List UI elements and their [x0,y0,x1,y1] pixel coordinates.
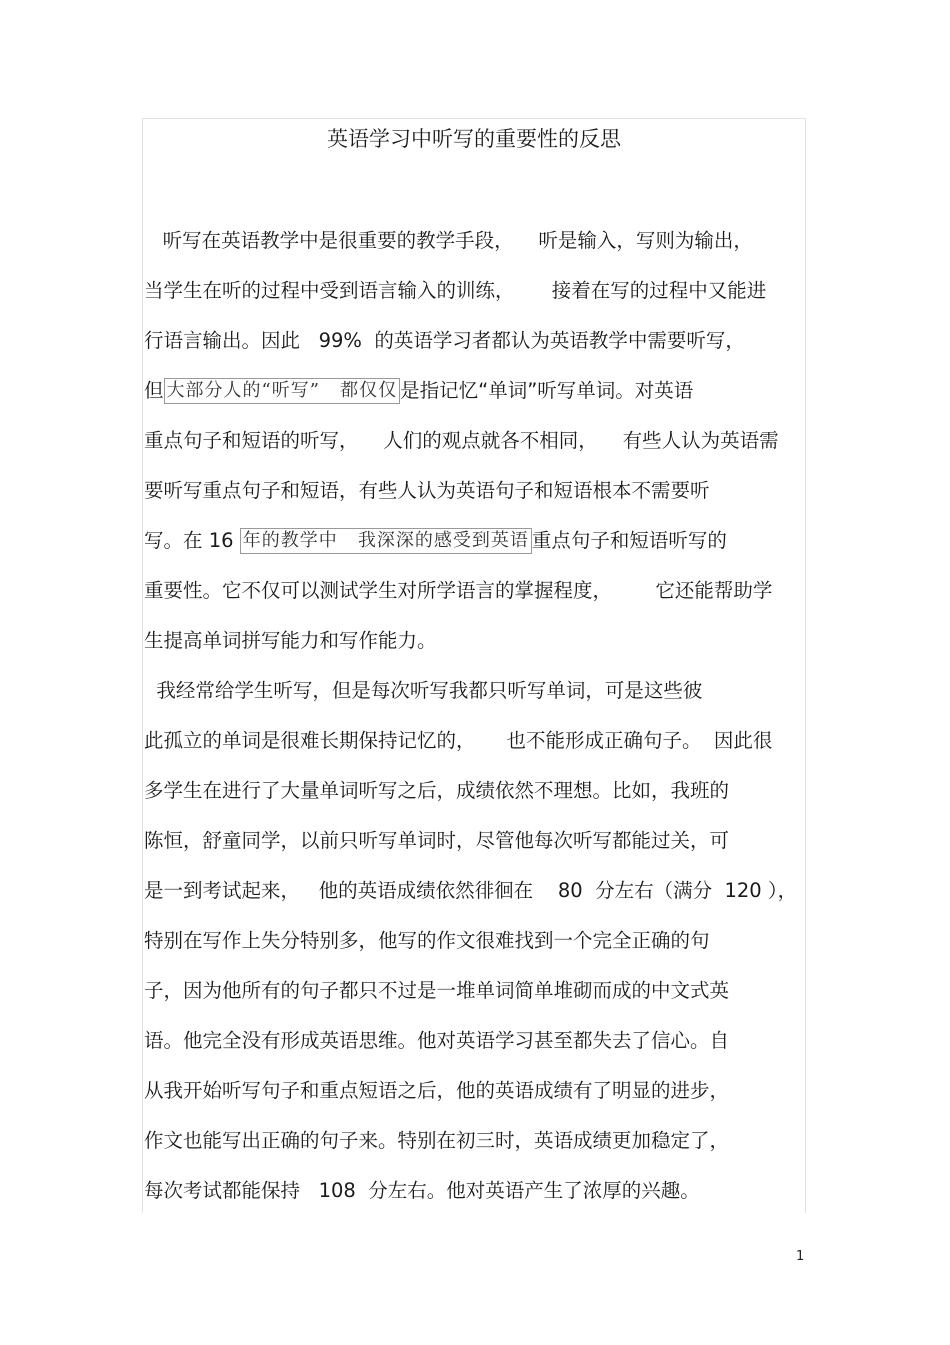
handwritten-insert: 大部分人的“听写” 都仅仅 [164,378,401,404]
body-line-text: 重点句子和短语听写的 [531,529,727,552]
body-line: 当学生在听的过程中受到语言输入的训练， 接着在写的过程中又能进 [144,279,767,302]
body-line: 重要性。它不仅可以测试学生对所学语言的掌握程度， 它还能帮助学 [144,579,773,602]
body-line [144,376,693,406]
body-line: 我经常给学生听写，但是每次听写我都只听写单词，可是这些彼 [144,679,703,702]
body-line: 从我开始听写句子和重点短语之后，他的英语成绩有了明显的进步， [144,1079,730,1102]
body-line: 陈恒，舒童同学，以前只听写单词时，尽管他每次听写都能过关，可 [144,829,730,852]
body-line: 特别在写作上失分特别多，他写的作文很难找到一个完全正确的句 [144,929,710,952]
body-line: 听写在英语教学中是很重要的教学手段， 听是输入，写则为输出， [144,229,753,252]
body-line: 语。他完全没有形成英语思维。他对英语学习甚至都失去了信心。自 [144,1029,730,1052]
body-line: 子，因为他所有的句子都只不过是一堆单词简单堆砌而成的中文式英 [144,979,730,1002]
body-line: 是一到考试起来， 他的英语成绩依然徘徊在 80 分左右（满分 120 ）， [144,879,798,902]
body-line [144,526,727,556]
body-line: 要听写重点句子和短语，有些人认为英语句子和短语根本不需要听 [144,479,710,502]
body-line-text: 但 [144,379,164,402]
body-line-text: 写。在 16 [144,529,240,552]
body-line: 此孤立的单词是很难长期保持记忆的， 也不能形成正确句子。 因此很 [144,729,773,752]
body-line: 多学生在进行了大量单词听写之后，成绩依然不理想。比如，我班的 [144,779,730,802]
body-line: 每次考试都能保持 108 分左右。他对英语产生了浓厚的兴趣。 [144,1179,700,1202]
document-title: 英语学习中听写的重要性的反思 [327,127,621,151]
body-line: 生提高单词拼写能力和写作能力。 [144,629,437,652]
body-line: 作文也能写出正确的句子来。特别在初三时，英语成绩更加稳定了， [144,1129,730,1152]
body-line: 行语言输出。因此 99% 的英语学习者都认为英语教学中需要听写， [144,329,745,352]
handwritten-insert: 年的教学中 我深深的感受到英语 [240,528,532,554]
body-line: 重点句子和短语的听写， 人们的观点就各不相同， 有些人认为英语需 [144,429,779,452]
page-number: 1 [796,1249,805,1264]
body-line-text: 是指记忆“单词”听写单词。对英语 [400,379,694,402]
